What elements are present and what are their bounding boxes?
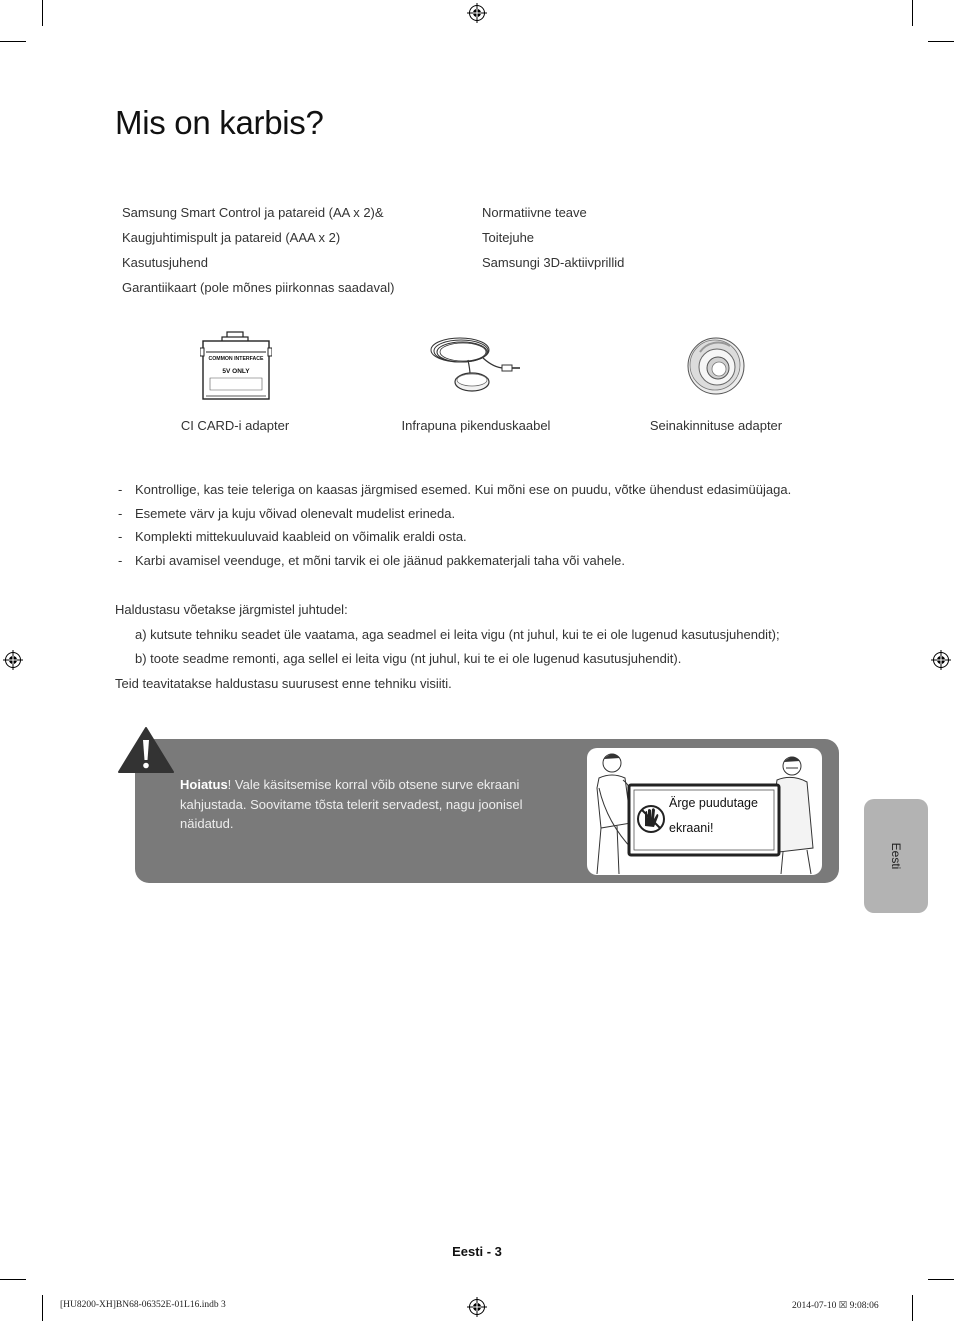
fee-case-b: b) toote seadme remonti, aga sellel ei leita vigu (nt juhul, kui te ei ole lugenud kasutusjuhendit).: [135, 651, 682, 666]
accessory-label: Seinakinnituse adapter: [649, 418, 783, 433]
print-footer-left: [HU8200-XH]BN68-06352E-01L16.indb 3: [60, 1300, 226, 1310]
list-item: - Karbi avamisel veenduge, et mõni tarvik ei ole jäänud pakkematerjali taha või vahele.: [118, 553, 625, 569]
registration-mark-icon: [467, 3, 487, 23]
crop-mark: [0, 1279, 26, 1280]
list-item: Toitejuhe: [482, 230, 535, 245]
list-item: Samsung Smart Control ja patareid (AA x 2)&: [122, 205, 384, 220]
warning-text: Hoiatus! Vale käsitsemise korral võib otsene surve ekraani kahjustada. Soovitame tõsta telerit servadest, nagu joonisel näidatud.: [180, 777, 523, 831]
list-item: - Esemete värv ja kuju võivad olenevalt mudelist erineda.: [118, 505, 456, 521]
warning-triangle-icon: [117, 726, 175, 774]
notes-list: [115, 478, 835, 573]
illustration-caption-2: ekraani!: [669, 821, 714, 835]
registration-mark-icon: [931, 650, 951, 670]
wall-mount-adapter-icon: [686, 336, 746, 396]
crop-mark: [42, 1295, 43, 1321]
crop-mark: [0, 41, 26, 42]
crop-mark: [912, 0, 913, 26]
list-item: Normatiivne teave: [482, 205, 587, 220]
registration-mark-icon: [467, 1297, 487, 1317]
list-item: Samsungi 3D-aktiivprillid: [482, 255, 625, 270]
list-item: - Kontrollige, kas teie teleriga on kaasas järgmised esemed. Kui mõni ese on puudu, võtke ühendust edasimüüjaga.: [118, 482, 792, 497]
crop-mark: [928, 1279, 954, 1280]
illustration-caption-1: Ärge puudutage: [669, 796, 758, 810]
tv-handling-illustration: [587, 748, 822, 875]
administrative-fee-section: [115, 598, 835, 696]
page-number: Eesti - 3: [452, 1244, 502, 1259]
contents-list-left: [122, 200, 394, 300]
list-item: Garantiikaart (pole mõnes piirkonnas saadaval): [122, 280, 395, 295]
list-item: - Komplekti mittekuuluvaid kaableid on võimalik eraldi osta.: [118, 529, 467, 545]
crop-mark: [928, 41, 954, 42]
contents-list-right: [482, 200, 624, 275]
ci-card-text-2: 5V ONLY: [222, 368, 250, 375]
accessory-label: Infrapuna pikenduskaabel: [401, 418, 551, 433]
ci-card-text-1: COMMON INTERFACE: [208, 356, 264, 362]
registration-mark-icon: [3, 650, 23, 670]
fee-outro: Teid teavitatakse haldustasu suurusest enne tehniku visiiti.: [115, 675, 452, 691]
side-tab-label: Eesti: [889, 842, 903, 870]
list-item: Kaugjuhtimispult ja patareid (AAA x 2): [122, 230, 341, 245]
list-item: Kasutusjuhend: [122, 255, 209, 270]
accessory-label: CI CARD-i adapter: [180, 418, 290, 433]
fee-intro: Haldustasu võetakse järgmistel juhtudel:: [115, 602, 348, 617]
crop-mark: [912, 1295, 913, 1321]
people-holding-tv-icon: [587, 748, 822, 875]
print-footer-right: 2014-07-10 ☒ 9:08:06: [792, 1301, 879, 1311]
ci-card-adapter-icon: [200, 330, 272, 402]
page-title: Mis on karbis?: [115, 104, 324, 141]
fee-case-a: a) kutsute tehniku seadet üle vaatama, aga seadmel ei leita vigu (nt juhul, kui te ei ole lugenud kasutusjuhendit);: [135, 626, 780, 642]
crop-mark: [42, 0, 43, 26]
language-side-tab: [864, 799, 928, 913]
ir-extension-cable-icon: [428, 330, 524, 395]
warning-label: Hoiatus: [180, 777, 228, 792]
